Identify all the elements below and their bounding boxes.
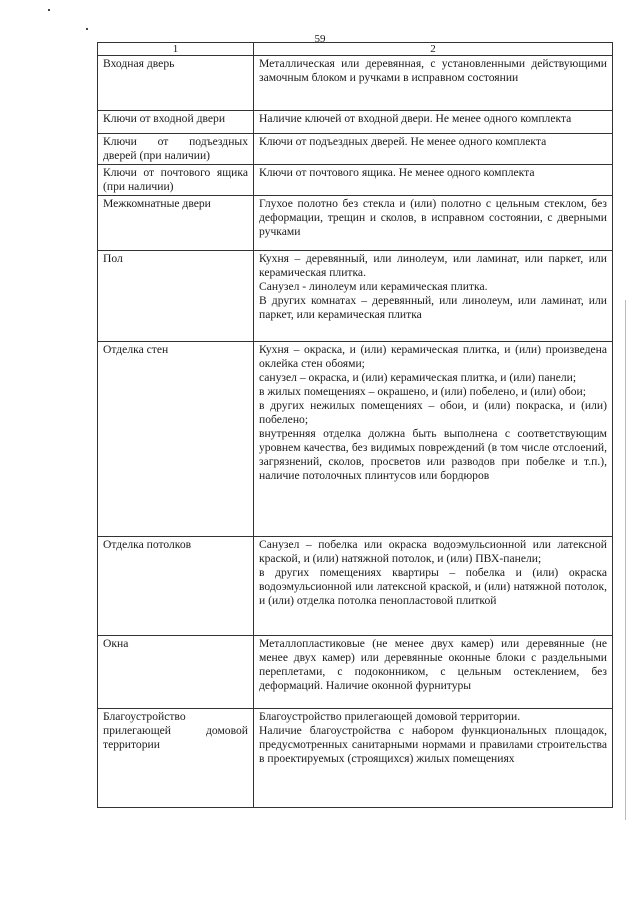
table-row xyxy=(98,196,613,251)
page-number: 59 xyxy=(314,33,326,45)
item-cell: Пол xyxy=(98,251,254,342)
item-cell: Межкомнатные двери xyxy=(98,196,254,251)
table-row xyxy=(98,165,613,196)
requirement-text: Глухое полотно без стекла и (или) полотно с цельным стеклом, без деформации, трещин и сколов, в исправном состоянии, с дверными ручками xyxy=(259,197,607,238)
requirement-text: в жилых помещениях – окрашено, и (или) побелено, и (или) обои; xyxy=(259,385,586,398)
requirement-text: Наличие ключей от входной двери. Не менее одного комплекта xyxy=(259,112,572,125)
requirement-text: Благоустройство прилегающей домовой территории. xyxy=(259,710,521,723)
column-header: 2 xyxy=(254,43,613,56)
table-header-row xyxy=(98,43,613,56)
requirement-cell xyxy=(254,165,613,196)
requirement-text: в других помещениях квартиры – побелка и (или) окраска водоэмульсионной или латексной краской, и (или) натяжной потолок, и (или) отделка потолка пенопластовой плиткой xyxy=(259,566,607,607)
item-cell: Входная дверь xyxy=(98,56,254,111)
requirement-text: Санузел - линолеум или керамическая плитка. xyxy=(259,280,488,293)
table-row xyxy=(98,709,613,808)
item-cell: Ключи от почтового ящика (при наличии) xyxy=(98,165,254,196)
requirement-cell xyxy=(254,251,613,342)
requirement-text: в других нежилых помещениях – обои, и (или) покраска, и (или) побелено; xyxy=(259,399,607,426)
item-cell: Ключи от входной двери xyxy=(98,111,254,134)
item-cell: Отделка стен xyxy=(98,342,254,537)
requirement-text: Ключи от почтового ящика. Не менее одного комплекта xyxy=(259,166,535,179)
requirement-cell xyxy=(254,111,613,134)
requirement-text: Наличие благоустройства с набором функциональных площадок, предусмотренных санитарными нормами и правилами строительства в проектируемых (строящихся) жилых помещениях xyxy=(259,724,607,765)
table-row xyxy=(98,537,613,636)
scan-mark xyxy=(86,28,88,30)
requirement-text: Ключи от подъездных дверей. Не менее одного комплекта xyxy=(259,135,547,148)
requirement-text: Санузел – побелка или окраска водоэмульсионной или латексной краской, и (или) натяжной потолок, и (или) ПВХ-панели; xyxy=(259,538,607,565)
requirement-cell xyxy=(254,709,613,808)
requirement-text: Кухня – деревянный, или линолеум, или ламинат, или паркет, или керамическая плитка. xyxy=(259,252,607,279)
item-cell: Ключи от подъездных дверей (при наличии) xyxy=(98,134,254,165)
requirement-cell xyxy=(254,342,613,537)
requirement-text: В других комнатах – деревянный, или линолеум, или ламинат, или паркет, или керамическая плитка xyxy=(259,294,607,321)
column-header: 1 xyxy=(98,43,254,56)
requirement-cell xyxy=(254,196,613,251)
requirement-text: санузел – окраска, и (или) керамическая плитка, и (или) панели; xyxy=(259,371,577,384)
requirement-cell xyxy=(254,134,613,165)
requirements-table xyxy=(97,42,613,808)
scan-mark xyxy=(625,300,626,820)
requirement-cell xyxy=(254,537,613,636)
scan-mark xyxy=(48,9,50,11)
requirement-text: Металлическая или деревянная, с установленными действующими замочным блоком и ручками в исправном состоянии xyxy=(259,57,607,84)
requirement-text: внутренняя отделка должна быть выполнена с соответствующим уровнем качества, без видимых повреждений (в том числе отслоений, загрязнений, сколов, просветов или разводов при побелке и т.п.), наличие потолочных плинтусов или бордюров xyxy=(259,427,607,482)
table-row xyxy=(98,342,613,537)
table-row xyxy=(98,56,613,111)
table-row xyxy=(98,251,613,342)
item-cell: Окна xyxy=(98,636,254,709)
item-cell: Благоустройство прилегающей домовой территории xyxy=(98,709,254,808)
table-row xyxy=(98,636,613,709)
requirement-cell xyxy=(254,56,613,111)
table-row xyxy=(98,111,613,134)
requirement-text: Металлопластиковые (не менее двух камер) или деревянные (не менее двух камер) или деревянные оконные блоки с раздельными переплетами, с подоконником, с цельным остеклением, без деформаций. Наличие оконной фурнитуры xyxy=(259,637,607,692)
table-row xyxy=(98,134,613,165)
requirement-cell xyxy=(254,636,613,709)
item-cell: Отделка потолков xyxy=(98,537,254,636)
requirement-text: Кухня – окраска, и (или) керамическая плитка, и (или) произведена оклейка стен обоями; xyxy=(259,343,607,370)
